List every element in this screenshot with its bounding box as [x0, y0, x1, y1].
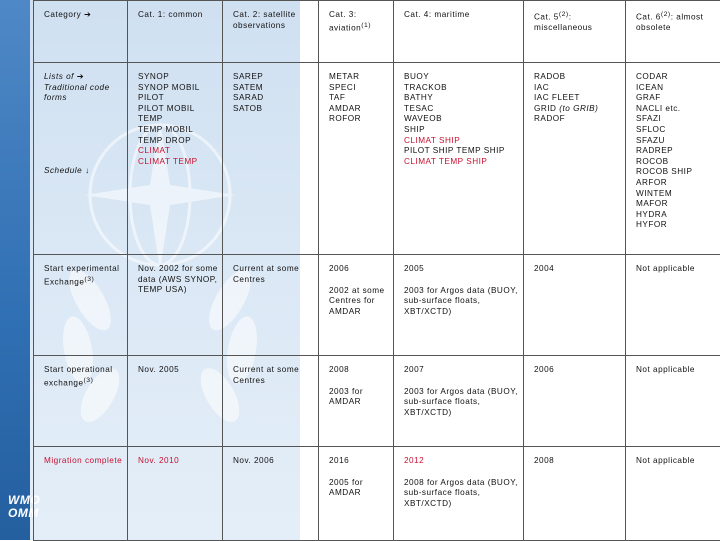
op-cat5: 2006	[524, 356, 626, 447]
op-label: Start operational exchange$^{(3)}$	[34, 356, 128, 447]
mig-cat4: 2012 2008 for Argos data (BUOY, sub-surface floats, XBT/XCTD)	[394, 447, 524, 541]
mig-cat2: Nov. 2006	[223, 447, 319, 541]
exp-label: Start experimental Exchange$^{(3)}$	[34, 255, 128, 356]
exp-cat5: 2004	[524, 255, 626, 356]
cat5-header: Cat. 5$^{(2)}$: miscellaneous	[524, 1, 626, 63]
cat4-header: Cat. 4: maritime	[394, 1, 524, 63]
left-sidebar-band	[0, 0, 30, 540]
exp-cat4: 2005 2003 for Argos data (BUOY, sub-surface floats, XBT/XCTD)	[394, 255, 524, 356]
cat3-forms: METAR SPECI TAF AMDAR ROFOR	[319, 63, 394, 255]
op-cat2: Current at some Centres	[223, 356, 319, 447]
operational-exchange-row	[34, 356, 720, 447]
cat5-forms: RADOB IAC IAC FLEET GRID (to GRIB) RADOF	[524, 63, 626, 255]
cat3-header: Cat. 3: aviation$^{(1)}$	[319, 1, 394, 63]
exp-cat3: 2006 2002 at some Centres for AMDAR	[319, 255, 394, 356]
exp-cat6: Not applicable	[626, 255, 720, 356]
cat2-forms: SAREP SATEM SARAD SATOB	[223, 63, 319, 255]
logo-line-1: WMO	[8, 494, 40, 507]
mig-cat1: Nov. 2010	[128, 447, 223, 541]
cat4-forms: BUOY TRACKOB BATHY TESAC WAVEOB SHIP CLIMAT SHIP PILOT SHIP TEMP SHIP CLIMAT TEMP SHIP	[394, 63, 524, 255]
mig-cat3: 2016 2005 for AMDAR	[319, 447, 394, 541]
header-row	[34, 1, 720, 63]
exp-cat2: Current at some Centres	[223, 255, 319, 356]
op-cat6: Not applicable	[626, 356, 720, 447]
cat6-forms: CODAR ICEAN GRAF NACLI etc. SFAZI SFLOC SFAZU RADREP ROCOB ROCOB SHIP ARFOR WINTEM MAFOR HYDRA HYFOR	[626, 63, 720, 255]
schedule-label: Schedule ↓	[44, 166, 123, 177]
cat2-header: Cat. 2: satellite observations	[223, 1, 319, 63]
experimental-exchange-row	[34, 255, 720, 356]
category-header-cell: Category ➔	[34, 1, 128, 63]
arrow-down-icon: ↓	[85, 166, 90, 175]
cat6-header: Cat. 6$^{(2)}$: almost obsolete	[626, 1, 720, 63]
op-cat4: 2007 2003 for Argos data (BUOY, sub-surface floats, XBT/XCTD)	[394, 356, 524, 447]
migration-complete-row	[34, 447, 720, 541]
mig-cat5: 2008	[524, 447, 626, 541]
mig-cat6: Not applicable	[626, 447, 720, 541]
arrow-right-icon: ➔	[77, 72, 84, 81]
op-cat3: 2008 2003 for AMDAR	[319, 356, 394, 447]
code-forms-row	[34, 63, 720, 255]
cat1-header: Cat. 1: common	[128, 1, 223, 63]
mig-label: Migration complete	[34, 447, 128, 541]
cat1-forms: SYNOP SYNOP MOBIL PILOT PILOT MOBIL TEMP TEMP MOBIL TEMP DROP CLIMAT CLIMAT TEMP	[128, 63, 223, 255]
code-migration-table	[33, 0, 720, 541]
forms-label-cell: Lists of ➔ Traditional code forms Schedule ↓	[34, 63, 128, 255]
exp-cat1: Nov. 2002 for some data (AWS SYNOP, TEMP USA)	[128, 255, 223, 356]
logo-line-2: OMM	[8, 507, 40, 520]
arrow-right-icon: ➔	[84, 10, 91, 19]
op-cat1: Nov. 2005	[128, 356, 223, 447]
